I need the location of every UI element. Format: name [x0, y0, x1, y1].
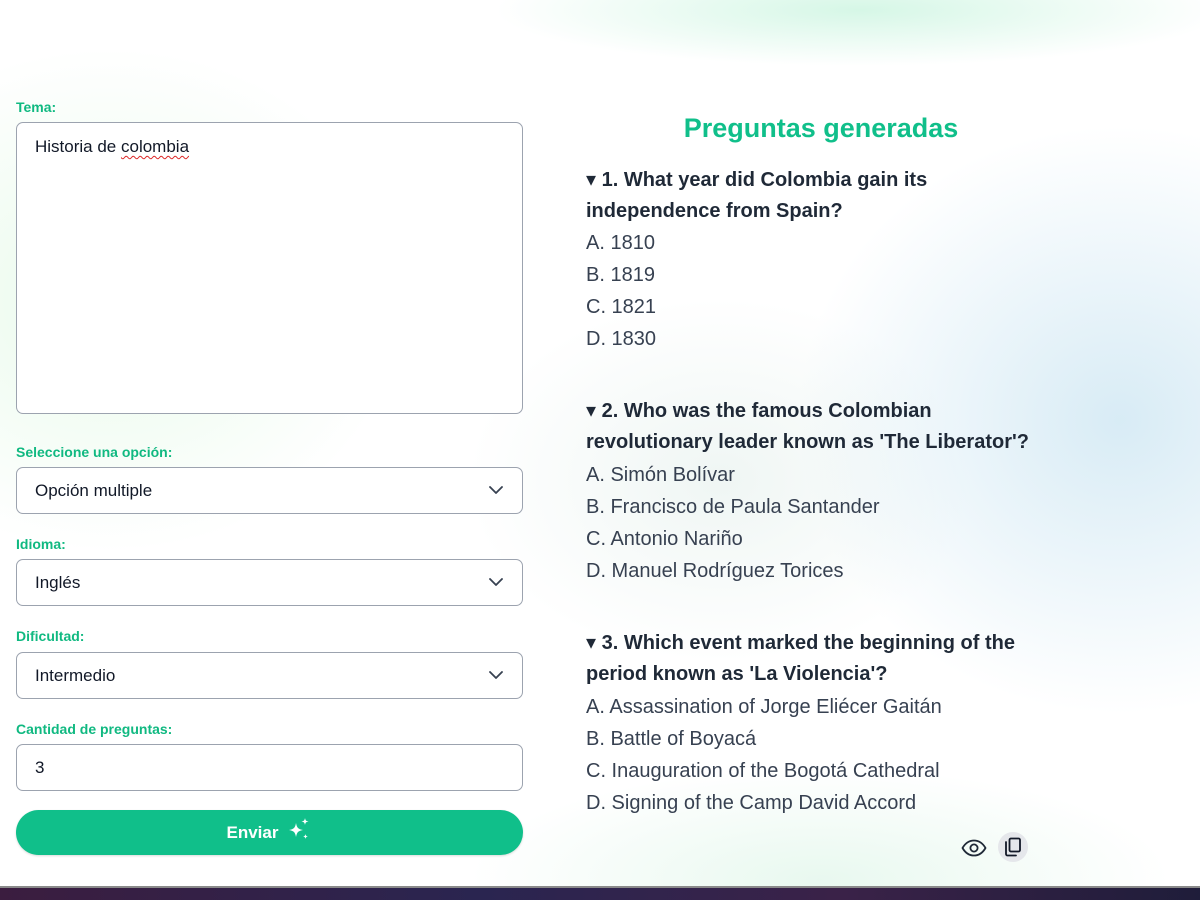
- submit-label: Enviar: [226, 822, 279, 842]
- option-q2-b: B. Francisco de Paula Santander: [586, 496, 880, 518]
- question-2-line-2: revolutionary leader known as 'The Liberator'?: [586, 431, 1029, 453]
- chevron-down-icon: [488, 483, 504, 499]
- option-q3-a: A. Assassination of Jorge Eliécer Gaitán: [586, 696, 942, 718]
- chevron-down-icon: [488, 668, 504, 684]
- results-title: Preguntas generadas: [683, 113, 959, 143]
- language-value: Inglés: [35, 572, 81, 592]
- option-q1-b: B. 1819: [586, 264, 655, 286]
- question-2[interactable]: [586, 396, 1056, 458]
- option-q2-c: C. Antonio Nariño: [586, 528, 743, 550]
- submit-button[interactable]: [16, 810, 523, 855]
- topic-textarea[interactable]: [16, 122, 523, 414]
- question-count-label: Cantidad de preguntas:: [16, 721, 173, 737]
- question-3-line-2: period known as 'La Violencia'?: [586, 663, 888, 685]
- eye-icon[interactable]: [959, 833, 989, 863]
- question-3-line-1: ▾ 3. Which event marked the beginning of the: [586, 632, 1015, 654]
- option-q2-d: D. Manuel Rodríguez Torices: [586, 560, 844, 582]
- option-q3-d: D. Signing of the Camp David Accord: [586, 792, 917, 814]
- language-label: Idioma:: [16, 536, 66, 552]
- option-q1-c: C. 1821: [586, 296, 657, 318]
- topic-label: Tema:: [16, 99, 57, 115]
- question-2-line-1: ▾ 2. Who was the famous Colombian: [586, 400, 932, 422]
- language-select[interactable]: [16, 559, 523, 606]
- sparkles-icon: [286, 817, 312, 848]
- option-q3-c: C. Inauguration of the Bogotá Cathedral: [586, 760, 940, 782]
- option-q3-b: B. Battle of Boyacá: [586, 728, 757, 750]
- option-q1-d: D. 1830: [586, 328, 657, 350]
- difficulty-value: Intermedio: [35, 665, 116, 685]
- topic-text-misspelled: colombia: [120, 137, 190, 156]
- topic-text: Historia de: [35, 137, 121, 156]
- option-q1-a: A. 1810: [586, 232, 655, 254]
- question-type-label: Seleccione una opción:: [16, 444, 173, 460]
- question-count-value: 3: [35, 757, 45, 777]
- difficulty-label: Dificultad:: [16, 628, 85, 644]
- question-type-select[interactable]: [16, 467, 523, 514]
- question-count-input[interactable]: [16, 744, 523, 791]
- question-type-value: Opción multiple: [35, 480, 153, 500]
- os-taskbar-strip: [0, 886, 1200, 900]
- question-1-line-2: independence from Spain?: [586, 200, 843, 222]
- copy-icon[interactable]: [998, 832, 1028, 862]
- question-3[interactable]: [586, 628, 1046, 690]
- option-q2-a: A. Simón Bolívar: [586, 464, 735, 486]
- question-1[interactable]: [586, 165, 1046, 227]
- question-1-line-1: ▾ 1. What year did Colombia gain its: [586, 169, 928, 191]
- chevron-down-icon: [488, 575, 504, 591]
- difficulty-select[interactable]: [16, 652, 523, 699]
